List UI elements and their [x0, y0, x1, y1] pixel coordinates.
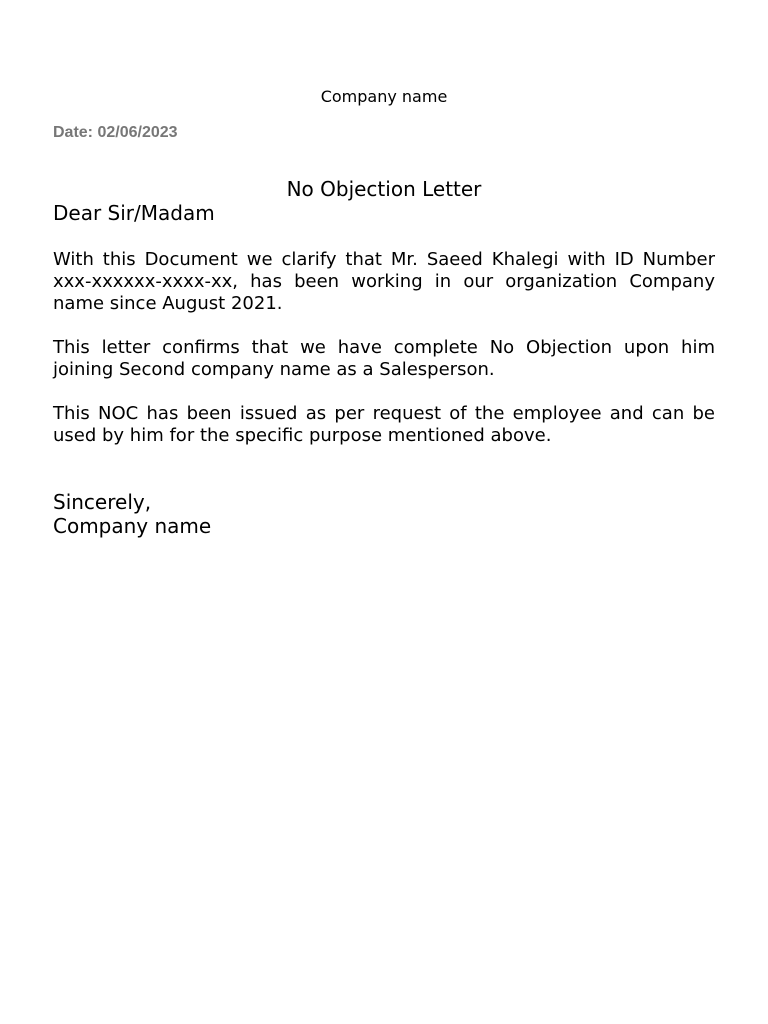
closing-phrase: Sincerely, — [53, 490, 152, 514]
closing-block — [53, 490, 211, 538]
paragraph-purpose: This NOC has been issued as per request of the employee and can be used by him for the specific purpose mentioned above. — [53, 403, 715, 446]
paragraph-employment: With this Document we clarify that Mr. Saeed Khalegi with ID Number xxx-xxxxxx-xxxx-xx, has been working in our organization Company name since August 2021. — [53, 249, 715, 314]
letter-date: Date: 02/06/2023 — [53, 124, 178, 141]
letter-title: No Objection Letter — [286, 177, 482, 201]
paragraph-no-objection: This letter confirms that we have complete No Objection upon him joining Second company name as a Salesperson. — [53, 337, 715, 380]
company-header: Company name — [320, 87, 448, 106]
salutation: Dear Sir/Madam — [53, 201, 215, 225]
signature-company: Company name — [53, 514, 212, 538]
